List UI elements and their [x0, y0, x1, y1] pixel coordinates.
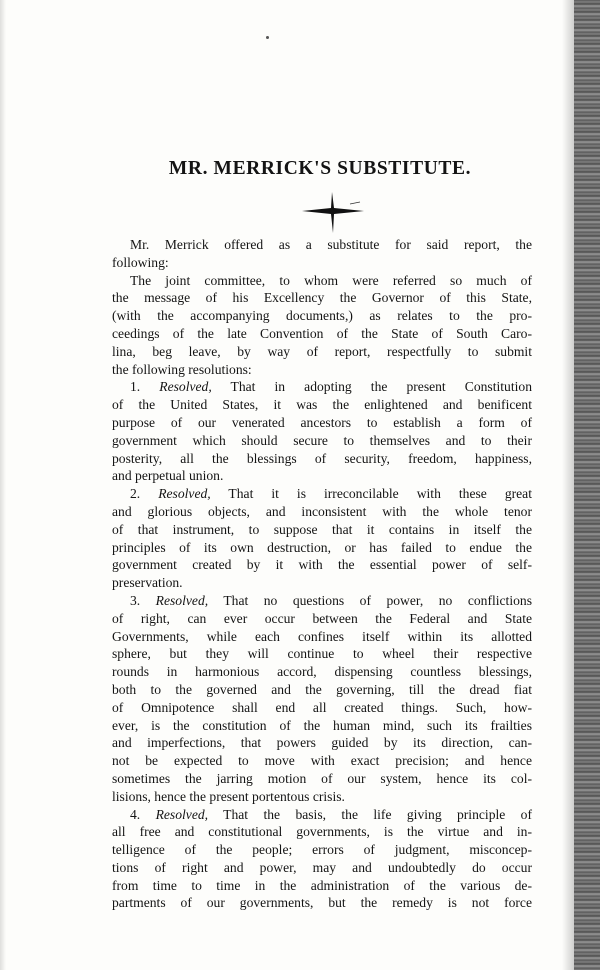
text-line: of right, can ever occur between the Federal and State: [112, 610, 532, 626]
text-line: sometimes the jarring motion of our system, hence its col-: [112, 770, 532, 786]
text-line: posterity, all the blessings of security, freedom, happiness,: [112, 450, 532, 466]
text-line: all free and constitutional governments, is the virtue and in-: [112, 824, 532, 840]
text-line: [112, 378, 532, 396]
book-binding-edge: [574, 0, 600, 970]
text-line: Governments, while each confines itself within its allotted: [112, 628, 532, 644]
text-line: of that instrument, to suppose that it contains in itself the: [112, 521, 532, 537]
resolution-text: That it is irreconcilable with these great: [210, 486, 532, 502]
text-line: government created by it with the essential power of self-: [112, 557, 532, 573]
text-line: not be expected to move with exact precision; and hence: [112, 753, 532, 769]
scan-speck: [266, 36, 269, 39]
text-line: government which should secure to themselves and to their: [112, 432, 532, 448]
text-line: and imperfections, that powers guided by its direction, can-: [112, 735, 532, 751]
text-line: (with the accompanying documents,) as relates to the pro-: [112, 308, 532, 324]
text-line: of the United States, it was the enlightened and benificent: [112, 397, 532, 413]
binding-shadow: [562, 0, 574, 970]
text-line: the message of his Excellency the Governor of this State,: [112, 290, 532, 306]
text-line: and glorious objects, and inconsistent with the whole tenor: [112, 503, 532, 519]
resolution-text: That the basis, the life giving principle of: [208, 806, 532, 822]
text-line: telligence of the people; errors of judgment, misconcep-: [112, 842, 532, 858]
text-line: from time to time in the administration of the various de-: [112, 877, 532, 893]
text-line: Mr. Merrick offered as a substitute for said report, the: [130, 237, 532, 252]
resolution-text: That no questions of power, no conflictions: [208, 592, 532, 608]
resolved-label: Resolved,: [155, 592, 209, 608]
resolution-number: 1.: [130, 379, 160, 395]
text-line: partments of our governments, but the remedy is not force: [112, 895, 532, 911]
text-line: lina, beg leave, by way of report, respectfully to submit: [112, 343, 532, 359]
text-line: tions of right and power, may and undoubtedly do occur: [112, 859, 532, 875]
text-line: [112, 485, 532, 503]
resolution-text: That in adopting the present Constitution: [211, 379, 533, 395]
text-line: both to the governed and the governing, till the dread fiat: [112, 681, 532, 697]
text-line: The joint committee, to whom were referred so much of: [130, 272, 532, 288]
text-line: of Omnipotence shall end all created things. Such, how-: [112, 699, 532, 715]
resolved-label: Resolved,: [158, 486, 211, 502]
resolution-number: 2.: [130, 486, 159, 502]
text-line: ceedings of the late Convention of the State of South Caro-: [112, 325, 532, 341]
cross-ornament-icon: [298, 190, 368, 234]
text-line: [112, 592, 532, 610]
text-line: principles of its own destruction, or has failed to endue the: [112, 539, 532, 555]
page-title: MR. MERRICK'S SUBSTITUTE.: [168, 158, 472, 179]
text-line: preservation.: [112, 575, 183, 591]
text-line: the following resolutions:: [112, 361, 252, 377]
text-line: following:: [112, 254, 169, 270]
body-text: [112, 236, 532, 912]
resolved-label: Resolved,: [159, 379, 212, 395]
resolved-label: Resolved,: [155, 806, 209, 822]
text-line: lisions, hence the present portentous crisis.: [112, 788, 345, 804]
resolution-number: 3.: [130, 592, 156, 608]
text-line: rounds in harmonious accord, dispensing countless blessings,: [112, 664, 532, 680]
text-line: [112, 806, 532, 824]
text-line: ever, is the constitution of the human mind, such its frailties: [112, 717, 532, 733]
page-shadow-left: [0, 0, 6, 970]
text-line: sphere, but they will continue to wheel their respective: [112, 646, 532, 662]
resolution-number: 4.: [130, 806, 156, 822]
text-line: purpose of our venerated ancestors to establish a form of: [112, 414, 532, 430]
text-line: and perpetual union.: [112, 468, 224, 484]
